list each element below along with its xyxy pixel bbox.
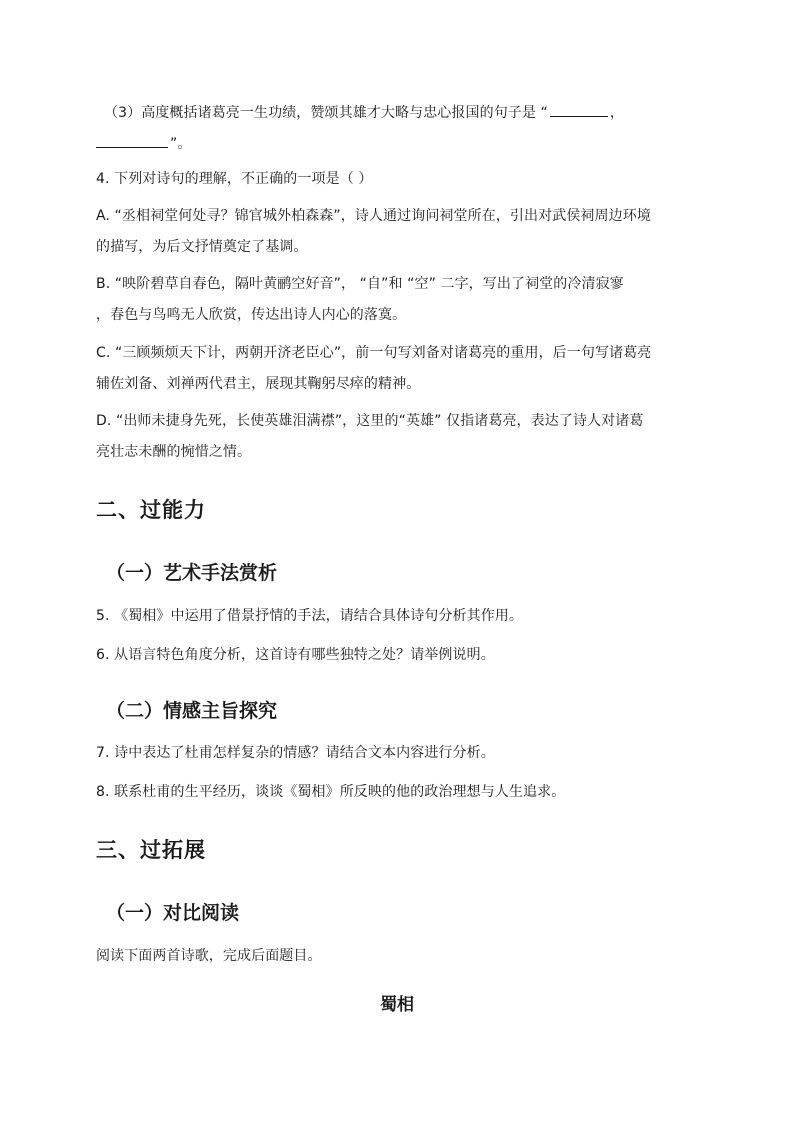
option-a-line2: 的描写，为后文抒情奠定了基调。 <box>96 239 308 255</box>
answer-blank-2[interactable] <box>96 135 168 148</box>
question-3-line1 <box>104 103 624 123</box>
option-b-line1: B. “映阶碧草自春色，隔叶黄鹂空好音”， “自”和 “空” 二字，写出了祠堂的冷清寂寥 <box>96 276 624 292</box>
question-3-text: （3）高度概括诸葛亮一生功绩，赞颂其雄才大略与忠心报国的句子是 “ <box>104 105 548 121</box>
question-7: 7. 诗中表达了杜甫怎样复杂的情感？请结合文本内容进行分析。 <box>96 745 495 761</box>
section-2-sub1-heading: （一）艺术手法赏析 <box>106 562 278 584</box>
option-a-line1: A. “丞相祠堂何处寻？锦官城外柏森森”，诗人通过询问祠堂所在，引出对武侯祠周边环境 <box>96 208 651 224</box>
question-4-stem: 4. 下列对诗句的理解，不正确的一项是（ ） <box>96 171 373 187</box>
answer-blank-1[interactable] <box>550 104 608 117</box>
question-3-line2 <box>96 134 191 154</box>
section-3-heading: 三、过拓展 <box>96 838 206 862</box>
question-8: 8. 联系杜甫的生平经历，谈谈《蜀相》所反映的他的政治理想与人生追求。 <box>96 784 566 800</box>
option-c-line1: C. “三顾频烦天下计，两朝开济老臣心”，前一句写刘备对诸葛亮的重用，后一句写诸葛亮 <box>96 345 652 361</box>
question-5: 5. 《蜀相》中运用了借景抒情的手法，请结合具体诗句分析其作用。 <box>96 608 524 624</box>
poem-title: 蜀相 <box>380 995 414 1015</box>
section-3-sub1-heading: （一）对比阅读 <box>106 902 240 924</box>
section-2-heading: 二、过能力 <box>96 498 206 522</box>
option-b-line2: ，春色与鸟鸣无人欣赏，传达出诗人内心的落寞。 <box>96 307 407 323</box>
option-c-line2: 辅佐刘备、刘禅两代君主，展现其鞠躬尽瘁的精神。 <box>96 376 421 392</box>
option-d-line1: D. “出师未捷身先死，长使英雄泪满襟”，这里的“英雄” 仅指诸葛亮，表达了诗人对诸葛 <box>96 413 644 429</box>
section-2-sub2-heading: （二）情感主旨探究 <box>106 700 278 722</box>
question-3-end: ”。 <box>170 136 192 152</box>
question-6: 6. 从语言特色角度分析，这首诗有哪些独特之处？请举例说明。 <box>96 647 495 663</box>
option-d-line2: 亮壮志未酬的惋惜之情。 <box>96 444 252 460</box>
reading-instruction: 阅读下面两首诗歌，完成后面题目。 <box>96 948 322 964</box>
question-3-separator: ， <box>609 105 625 121</box>
